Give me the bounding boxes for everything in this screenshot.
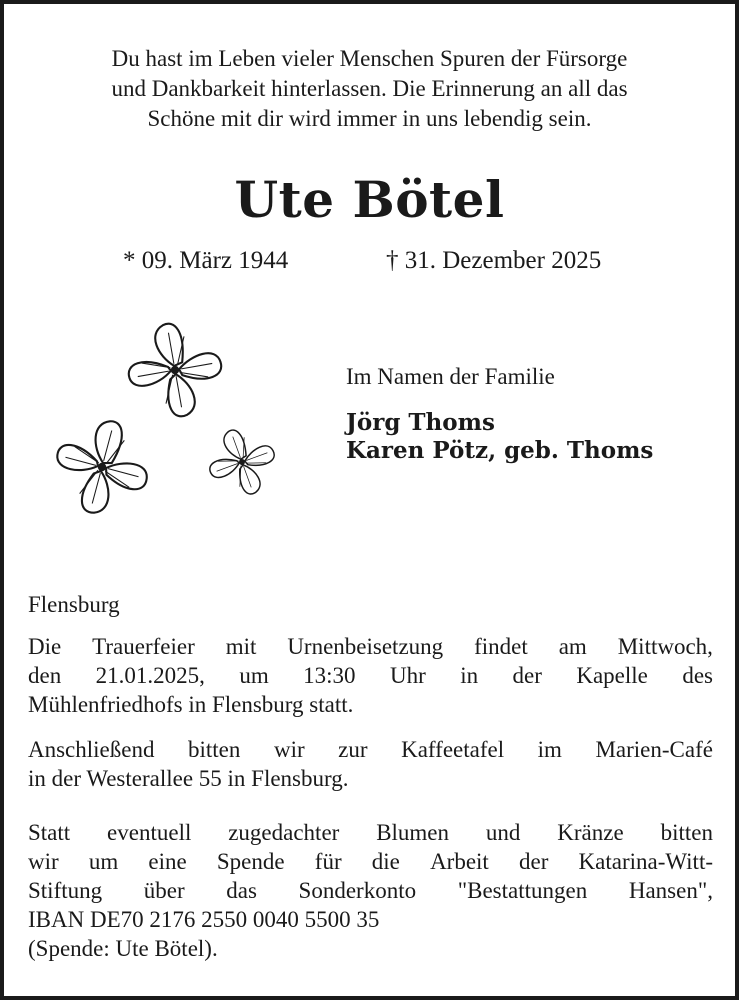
word: Uhr (390, 663, 426, 688)
word: des (682, 663, 713, 688)
word: Arbeit (430, 849, 489, 874)
word: eventuell (107, 820, 192, 845)
word: den (28, 663, 62, 688)
word: findet (474, 634, 528, 659)
word: um (239, 663, 269, 688)
word: Stiftung (28, 878, 103, 903)
death-date: † 31. Dezember 2025 (386, 247, 602, 274)
donation-paragraph (28, 818, 713, 963)
word: wir (273, 737, 305, 762)
quote-line: Du hast im Leben vieler Menschen Spuren der Fürsorge (111, 46, 628, 71)
family-member: Jörg Thoms (346, 409, 495, 436)
deceased-name: Ute Bötel (234, 170, 505, 229)
hydrangea-flowers-illustration (50, 322, 310, 522)
family-member: Karen Pötz, geb. Thoms (346, 437, 654, 464)
word: das (226, 878, 257, 903)
word: Kränze (557, 820, 624, 845)
word: bitten (660, 820, 713, 845)
word: Mittwoch, (617, 634, 713, 659)
word: Kapelle (576, 663, 648, 688)
word: der (519, 849, 549, 874)
word: zur (338, 737, 368, 762)
quote-line: und Dankbarkeit hinterlassen. Die Erinnerung an all das (111, 76, 628, 101)
birth-date: * 09. März 1944 (123, 247, 289, 274)
text-line (28, 818, 713, 847)
word: Sonderkonto (298, 878, 417, 903)
word: der (512, 663, 542, 688)
word: bitten (188, 737, 241, 762)
text-line (28, 632, 713, 661)
text-line (28, 876, 713, 905)
word: Marien-Café (595, 737, 713, 762)
word: Katarina-Witt- (578, 849, 713, 874)
word: Spende (216, 849, 285, 874)
memorial-quote (24, 44, 715, 134)
flower-icon (50, 410, 159, 522)
text-line (28, 661, 713, 690)
quote-line: Schöne mit dir wird immer in uns lebendig sein. (147, 106, 592, 131)
flower-icon (121, 322, 229, 424)
family-intro: Im Namen der Familie (346, 364, 555, 389)
word: Kaffeetafel (401, 737, 505, 762)
word: Trauerfeier (92, 634, 195, 659)
word: 21.01.2025, (95, 663, 205, 688)
flower-icon (199, 419, 284, 505)
word: im (537, 737, 562, 762)
word: Anschließend (28, 737, 155, 762)
word: Urnenbeisetzung (287, 634, 444, 659)
word: Hansen", (628, 878, 713, 903)
text-line: Mühlenfriedhofs in Flensburg statt. (28, 692, 354, 717)
word: um (88, 849, 119, 874)
word: Die (28, 634, 62, 659)
word: Statt (28, 820, 71, 845)
word: zugedachter (228, 820, 340, 845)
word: eine (148, 849, 187, 874)
text-line (28, 847, 713, 876)
text-line: in der Westerallee 55 in Flensburg. (28, 766, 349, 791)
word: in (460, 663, 479, 688)
word: "Bestattungen (457, 878, 588, 903)
text-line: IBAN DE70 2176 2550 0040 5500 35 (28, 907, 380, 932)
word: die (371, 849, 400, 874)
reception-paragraph (28, 735, 713, 793)
word: wir (28, 849, 59, 874)
word: mit (225, 634, 257, 659)
word: Blumen (376, 820, 450, 845)
word: über (143, 878, 185, 903)
word: am (558, 634, 587, 659)
word: 13:30 (303, 663, 356, 688)
city: Flensburg (28, 592, 120, 617)
service-paragraph (28, 632, 713, 719)
text-line: (Spende: Ute Bötel). (28, 936, 218, 961)
text-line (28, 735, 713, 764)
word: und (485, 820, 521, 845)
word: für (314, 849, 342, 874)
family-members (346, 409, 653, 465)
